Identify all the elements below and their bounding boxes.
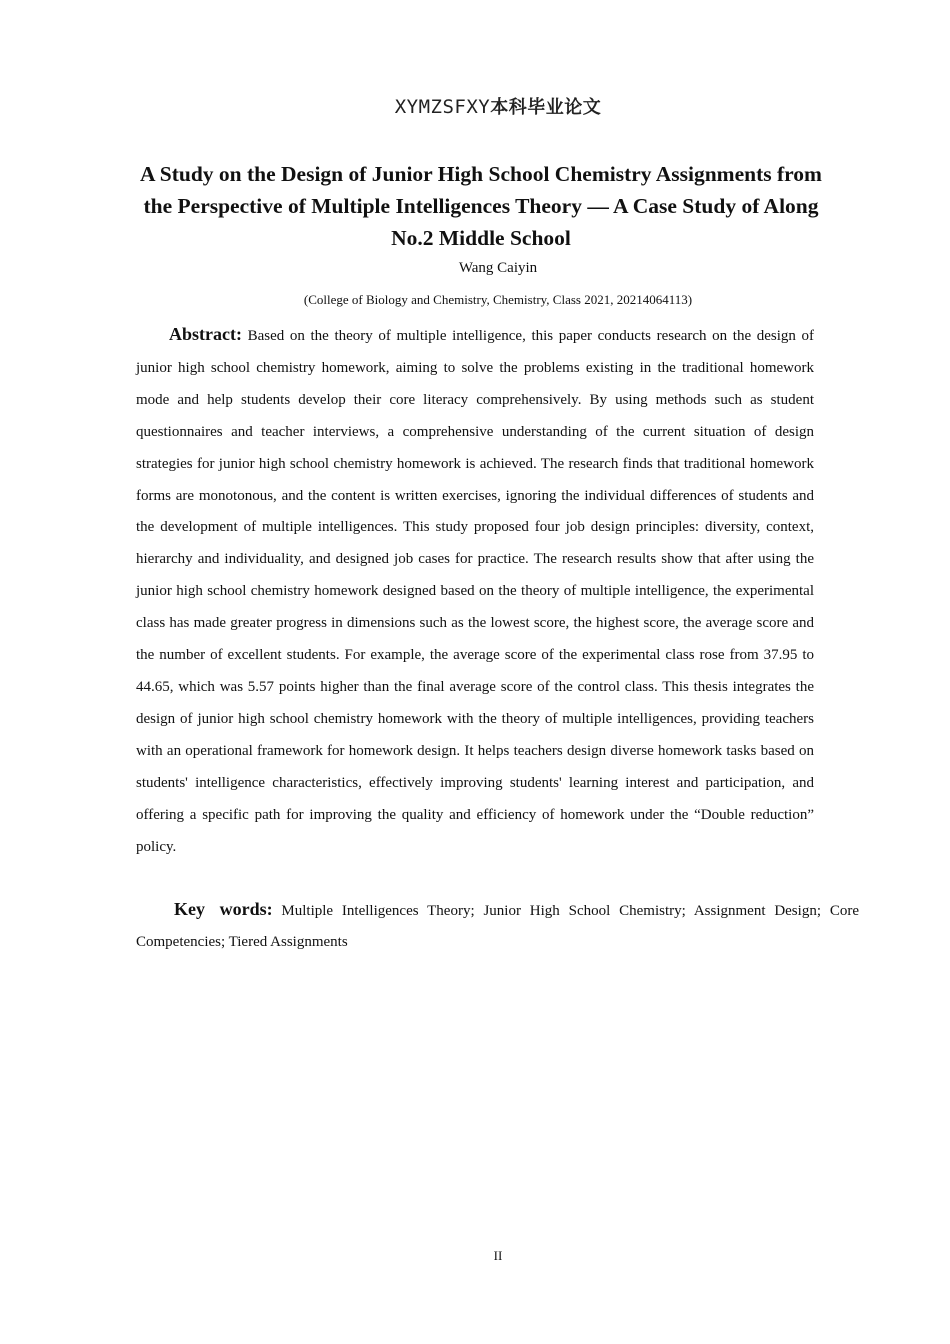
header-school-code: XYMZSFXY — [394, 96, 491, 118]
abstract-text: Based on the theory of multiple intelligence, this paper conducts research on the design of junior high school chemistry homework, aiming to solve the problems existing in the traditional homework mode and help students develop their core literacy comprehensively. By using methods such as student questionnaires and teacher interviews, a comprehensive understanding of the current situation of design strategies for junior high school chemistry homework is achieved. The research finds that traditional homework forms are monotonous, and the content is written exercises, ignoring the individual differences of students and the development of multiple intelligences. This study proposed four job design principles: diversity, context, hierarchy and individuality, and designed job cases for practice. The research results show that after using the junior high school chemistry homework designed based on the theory of multiple intelligence, the experimental class has made greater progress in dimensions such as the lowest score, the highest score, the average score and the number of excellent students. For example, the average score of the experimental class rose from 37.95 to 44.65, which was 5.57 points higher than the final average score of the control class. This thesis integrates the design of junior high school chemistry homework with the theory of multiple intelligences, providing teachers with an operational framework for homework design. It helps teachers design diverse homework tasks based on students' intelligence characteristics, effectively improving students' learning interest and participation, and offering a specific path for improving the quality and efficiency of homework under the “Double reduction” policy. — [136, 328, 814, 855]
keywords-text: Multiple Intelligences Theory; Junior High School Chemistry; Assignment Design; Core Competencies; Tiered Assignments — [136, 903, 859, 950]
page-number: II — [493, 1248, 503, 1263]
running-header — [0, 93, 950, 119]
abstract-paragraph — [136, 319, 814, 863]
author-affiliation: (College of Biology and Chemistry, Chemistry, Class 2021, 20214064113) — [303, 292, 693, 307]
keywords-label: Key words: — [174, 899, 273, 919]
header-thesis-label: 本科毕业论文 — [490, 97, 602, 118]
abstract-label: Abstract: — [169, 324, 242, 344]
keywords-paragraph — [136, 894, 859, 958]
paper-title: A Study on the Design of Junior High School Chemistry Assignments from the Perspective of Multiple Intelligences Theory — A Case Study of Along No.2 Middle School — [140, 162, 822, 250]
author-name: Wang Caiyin — [458, 260, 538, 276]
